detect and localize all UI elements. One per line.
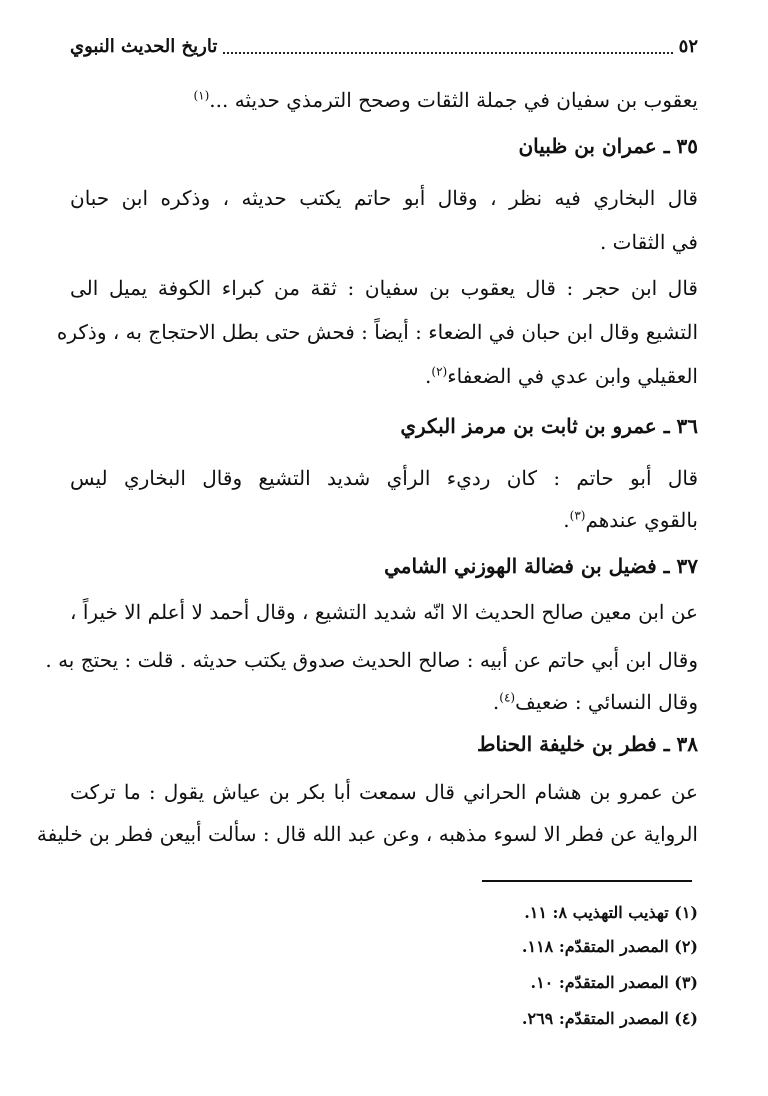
footnote-2: (٢) المصدر المتقدّم: ١١٨. bbox=[521, 937, 698, 956]
text-line-5: التشيع وقال ابن حبان في الضعاء : أيضاً : فحش حتى بطل الاحتجاج به ، وذكره bbox=[56, 320, 698, 344]
footnote-4: (٤) المصدر المتقدّم: ٢٦٩. bbox=[521, 1009, 698, 1028]
text-line-7: قال أبو حاتم : كان رديء الرأي شديد التشيع وقال البخاري ليس bbox=[70, 466, 698, 490]
text-line-3: في الثقات . bbox=[599, 230, 698, 254]
text-line-13: الرواية عن فطر الا لسوء مذهبه ، وعن عبد الله قال : سألت أبيعن فطر بن خليفة bbox=[36, 822, 698, 846]
text-line-4: قال ابن حجر : قال يعقوب بن سفيان : ثقة من كبراء الكوفة يميل الى bbox=[70, 276, 698, 300]
text-line-11 bbox=[493, 686, 698, 718]
header-leader-dots bbox=[223, 38, 672, 54]
entry-heading-36: ٣٦ ـ عمرو بن ثابت بن مرمز البكري bbox=[400, 414, 698, 438]
text-line-8-body: بالقوي عندهم bbox=[585, 508, 698, 532]
footnote-1: (١) تهذيب التهذيب ٨: ١١. bbox=[524, 903, 698, 922]
text-line-10: وقال ابن أبي حاتم عن أبيه : صالح الحديث صدوق يكتب حديثه . قلت : يحتج به . bbox=[45, 648, 698, 672]
text-line-6-body: العقيلي وابن عدي في الضعفاء bbox=[447, 364, 698, 388]
footnote-ref-3: (٣) bbox=[569, 508, 586, 523]
text-line-9: عن ابن معين صالح الحديث الا انّه شديد التشيع ، وقال أحمد لا أعلم الا خيراً ، bbox=[70, 600, 698, 624]
text-line-12: عن عمرو بن هشام الحراني قال سمعت أبا بكر بن عياش يقول : ما تركت bbox=[70, 780, 698, 804]
text-line-1-body: يعقوب بن سفيان في جملة الثقات وصحح الترمذي حديثه ... bbox=[209, 88, 698, 112]
footnote-3: (٣) المصدر المتقدّم: ١٠. bbox=[530, 973, 698, 992]
text-line-8 bbox=[563, 504, 698, 536]
text-line-11-end: . bbox=[492, 690, 500, 714]
page-number: ٥٢ bbox=[678, 35, 698, 57]
footnote-separator bbox=[482, 880, 692, 882]
text-line-1 bbox=[193, 84, 698, 116]
text-line-11-body: وقال النسائي : ضعيف bbox=[515, 690, 698, 714]
text-line-2: قال البخاري فيه نظر ، وقال أبو حاتم يكتب حديثه ، وذكره ابن حبان bbox=[70, 186, 698, 210]
entry-heading-35: ٣٥ ـ عمران بن ظبيان bbox=[518, 134, 698, 158]
text-line-6 bbox=[425, 360, 698, 392]
footnote-ref-4: (٤) bbox=[499, 690, 516, 705]
footnote-ref-1: (١) bbox=[193, 88, 210, 103]
footnote-ref-2: (٢) bbox=[431, 364, 448, 379]
running-title: تاريخ الحديث النبوي bbox=[70, 35, 218, 57]
text-line-8-end: . bbox=[563, 508, 570, 532]
text-line-6-end: . bbox=[425, 364, 432, 388]
entry-heading-37: ٣٧ ـ فضيل بن فضالة الهوزني الشامي bbox=[384, 554, 698, 578]
entry-heading-38: ٣٨ ـ فطر بن خليفة الحناط bbox=[477, 732, 698, 756]
running-header bbox=[70, 30, 698, 62]
